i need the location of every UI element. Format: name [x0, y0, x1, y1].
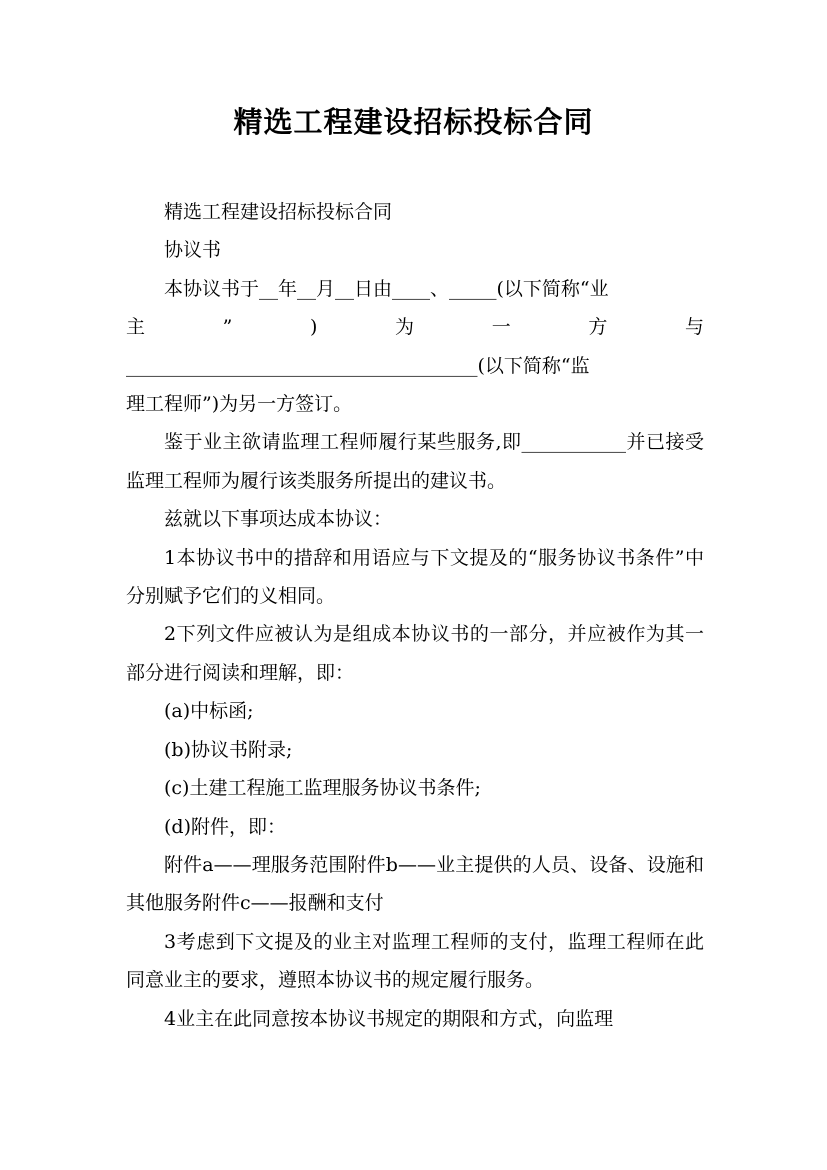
paragraph-clause-1: 1本协议书中的措辞和用语应与下文提及的“服务协议书条件”中分别赋予它们的义相同。: [126, 546, 704, 608]
paragraph-line: _____________________________________(以下简称“监: [126, 354, 590, 377]
paragraph-clause-3: 3考虑到下文提及的业主对监理工程师的支付，监理工程师在此同意业主的要求，遵照本协议书的规定履行服务。: [126, 930, 704, 992]
paragraph-item-c: (c)土建工程施工监理服务协议书条件;: [164, 777, 481, 800]
paragraph-agreement-date: [126, 270, 704, 424]
paragraph-item-a: (a)中标函;: [164, 700, 254, 723]
paragraph-agreement-heading: 协议书: [164, 239, 222, 262]
paragraph-line: 本协议书于__年__月__日由____、_____(以下简称“业: [164, 277, 609, 300]
paragraph-line: 理工程师”)为另一方签订。: [126, 393, 353, 416]
document-title: 精选工程建设招标投标合同: [233, 105, 594, 139]
paragraph-line: 主 ” ) 为 一 方 与: [126, 316, 704, 339]
paragraph-attachments: 附件a——理服务范围附件b——业主提供的人员、设备、设施和其他服务附件c——报酬和支付: [126, 853, 704, 915]
paragraph-agreed: 兹就以下事项达成本协议：: [164, 508, 393, 531]
paragraph-item-b: (b)协议书附录;: [164, 738, 293, 761]
paragraph-clause-4: 4业主在此同意按本协议书规定的期限和方式，向监理: [164, 1007, 614, 1030]
document-body: [126, 193, 704, 1038]
paragraph-subtitle: 精选工程建设招标投标合同: [164, 201, 393, 223]
paragraph-clause-2: 2下列文件应被认为是组成本协议书的一部分，并应被作为其一部分进行阅读和理解，即：: [126, 623, 704, 684]
paragraph-item-d: (d)附件，即：: [164, 815, 286, 838]
paragraph-whereas: 鉴于业主欲请监理工程师履行某些服务,即___________并已接受监理工程师为履行该类服务所提出的建议书。: [126, 431, 704, 492]
